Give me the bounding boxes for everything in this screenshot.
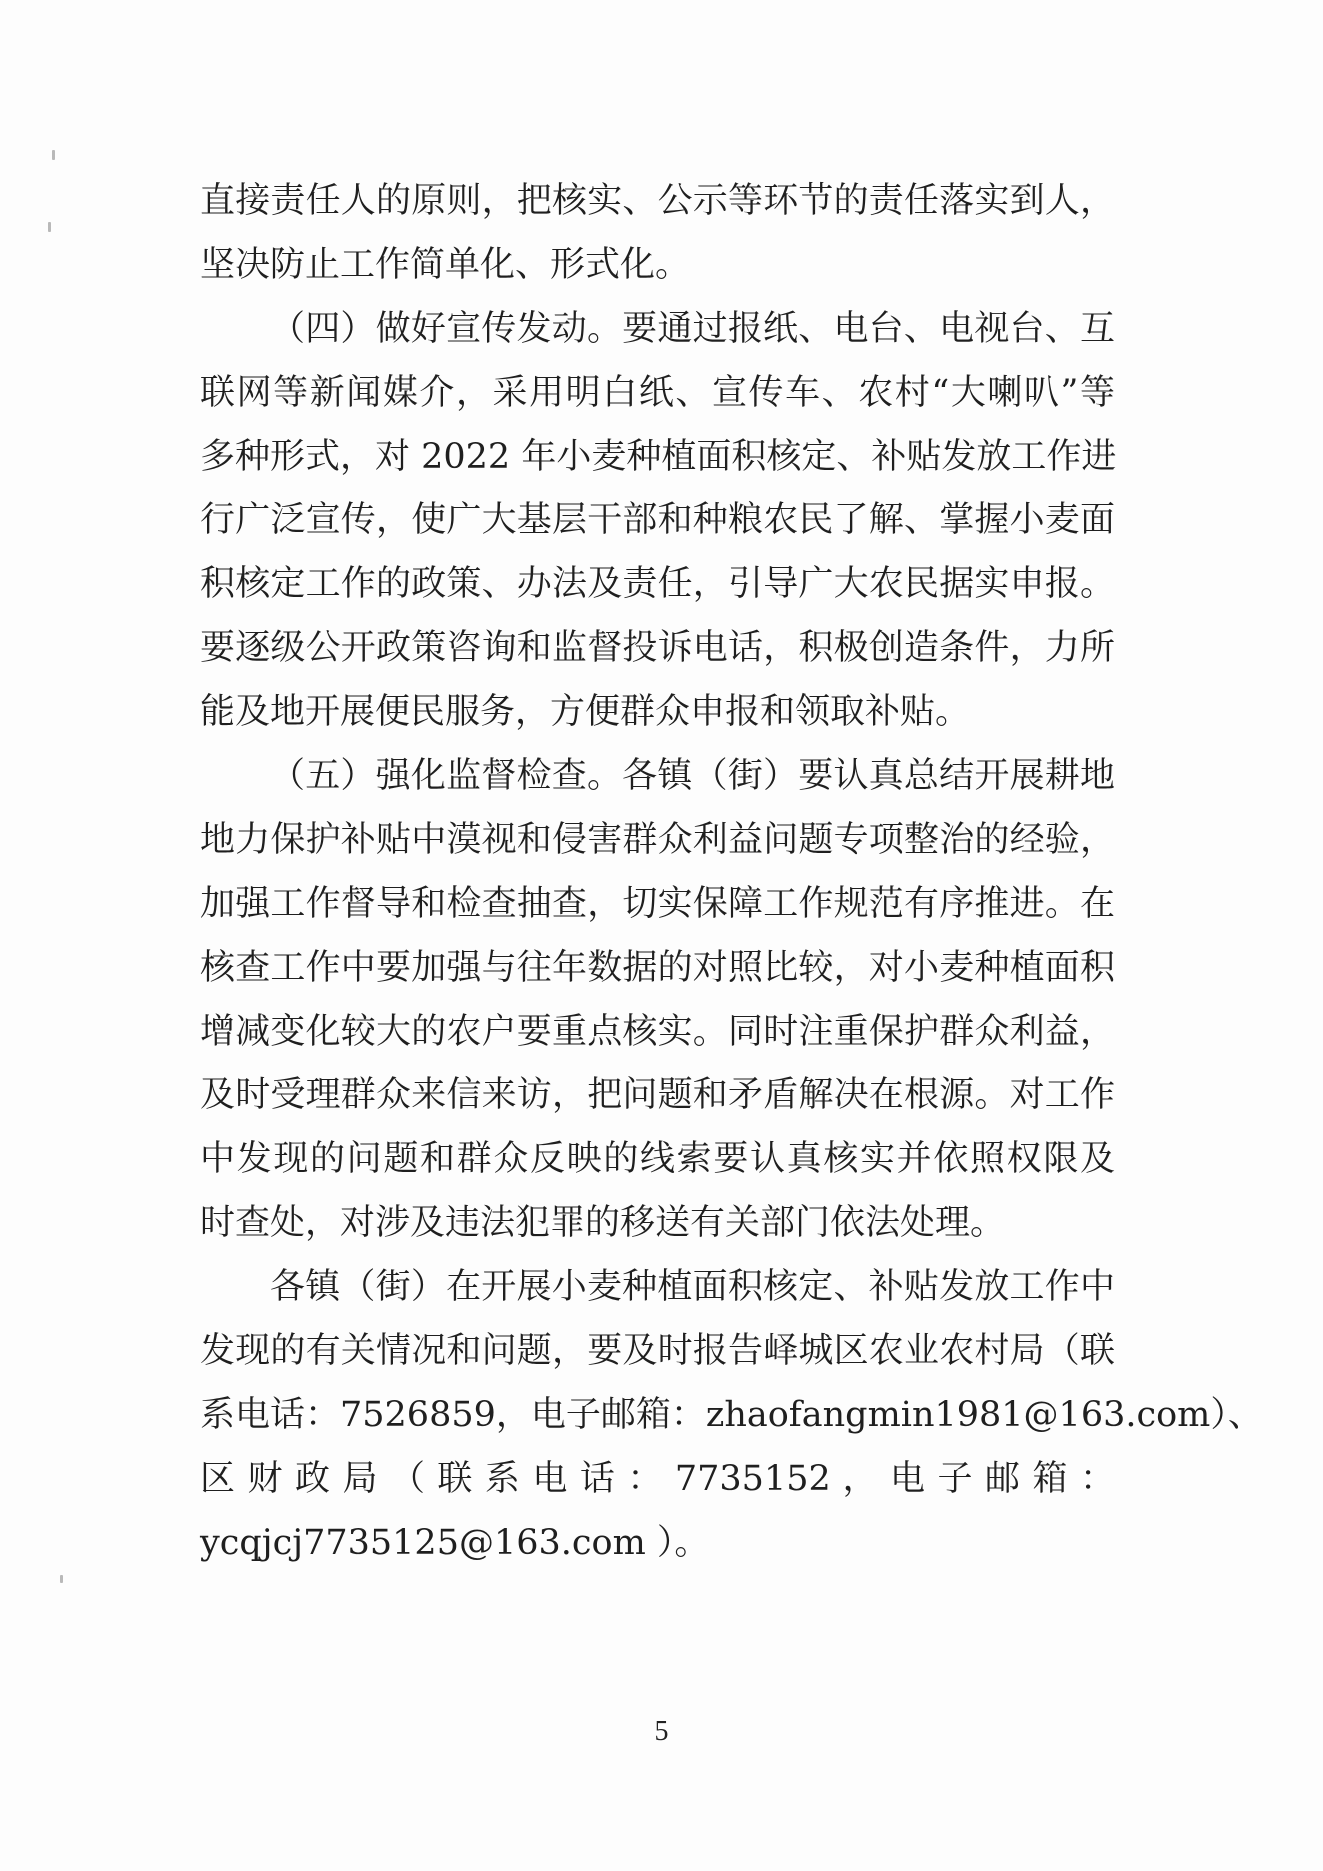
body-line: 联网等新闻媒介，采用明白纸、宣传车、农村“大喇叭”等 xyxy=(200,372,1115,413)
body-line: 坚决防止工作简单化、形式化。 xyxy=(200,244,691,285)
scan-speck xyxy=(52,150,55,160)
scan-speck xyxy=(60,1575,63,1583)
document-body xyxy=(200,170,1263,1576)
body-line: 要逐级公开政策咨询和监督投诉电话，积极创造条件，力所 xyxy=(200,628,1115,669)
body-line: 增减变化较大的农户要重点核实。同时注重保护群众利益， xyxy=(200,1011,1115,1052)
contact-line-finance-bureau: 区 财 政 局 （ 联 系 电 话 ： 7735152 ， 电 子 邮 箱 ： xyxy=(200,1458,1115,1499)
body-line: 时查处，对涉及违法犯罪的移送有关部门依法处理。 xyxy=(200,1203,1006,1244)
body-line: 地力保护补贴中漠视和侵害群众利益问题专项整治的经验， xyxy=(200,819,1115,860)
scan-speck xyxy=(48,222,51,232)
body-line: 多种形式，对 2022 年小麦种植面积核定、补贴发放工作进 xyxy=(200,436,1117,477)
body-line: 直接责任人的原则，把核实、公示等环节的责任落实到人， xyxy=(200,181,1115,221)
body-line: 加强工作督导和检查抽查，切实保障工作规范有序推进。在 xyxy=(200,883,1115,924)
contact-line-agriculture-bureau: 系电话：7526859，电子邮箱：zhaofangmin1981@163.com）、 xyxy=(200,1394,1263,1435)
body-line: 积核定工作的政策、办法及责任，引导广大农民据实申报。 xyxy=(200,564,1115,605)
body-line: 能及地开展便民服务，方便群众申报和领取补贴。 xyxy=(200,692,971,733)
page-number: 5 xyxy=(654,1716,669,1747)
contact-email-line: ycqjcj7735125@163.com ）。 xyxy=(200,1522,710,1563)
body-line: 行广泛宣传，使广大基层干部和种粮农民了解、掌握小麦面 xyxy=(200,500,1115,541)
body-line: 及时受理群众来信来访，把问题和矛盾解决在根源。对工作 xyxy=(200,1075,1115,1116)
section-five-heading-line: （五）强化监督检查。各镇（街）要认真总结开展耕地 xyxy=(270,756,1115,797)
section-four-heading-line: （四）做好宣传发动。要通过报纸、电台、电视台、互 xyxy=(270,308,1115,349)
body-line: 中发现的问题和群众反映的线索要认真核实并依照权限及 xyxy=(200,1139,1115,1180)
body-line: 发现的有关情况和问题，要及时报告峄城区农业农村局（联 xyxy=(200,1331,1115,1372)
body-line: 核查工作中要加强与往年数据的对照比较，对小麦种植面积 xyxy=(200,947,1115,988)
contact-paragraph-line: 各镇（街）在开展小麦种植面积核定、补贴发放工作中 xyxy=(270,1267,1115,1308)
